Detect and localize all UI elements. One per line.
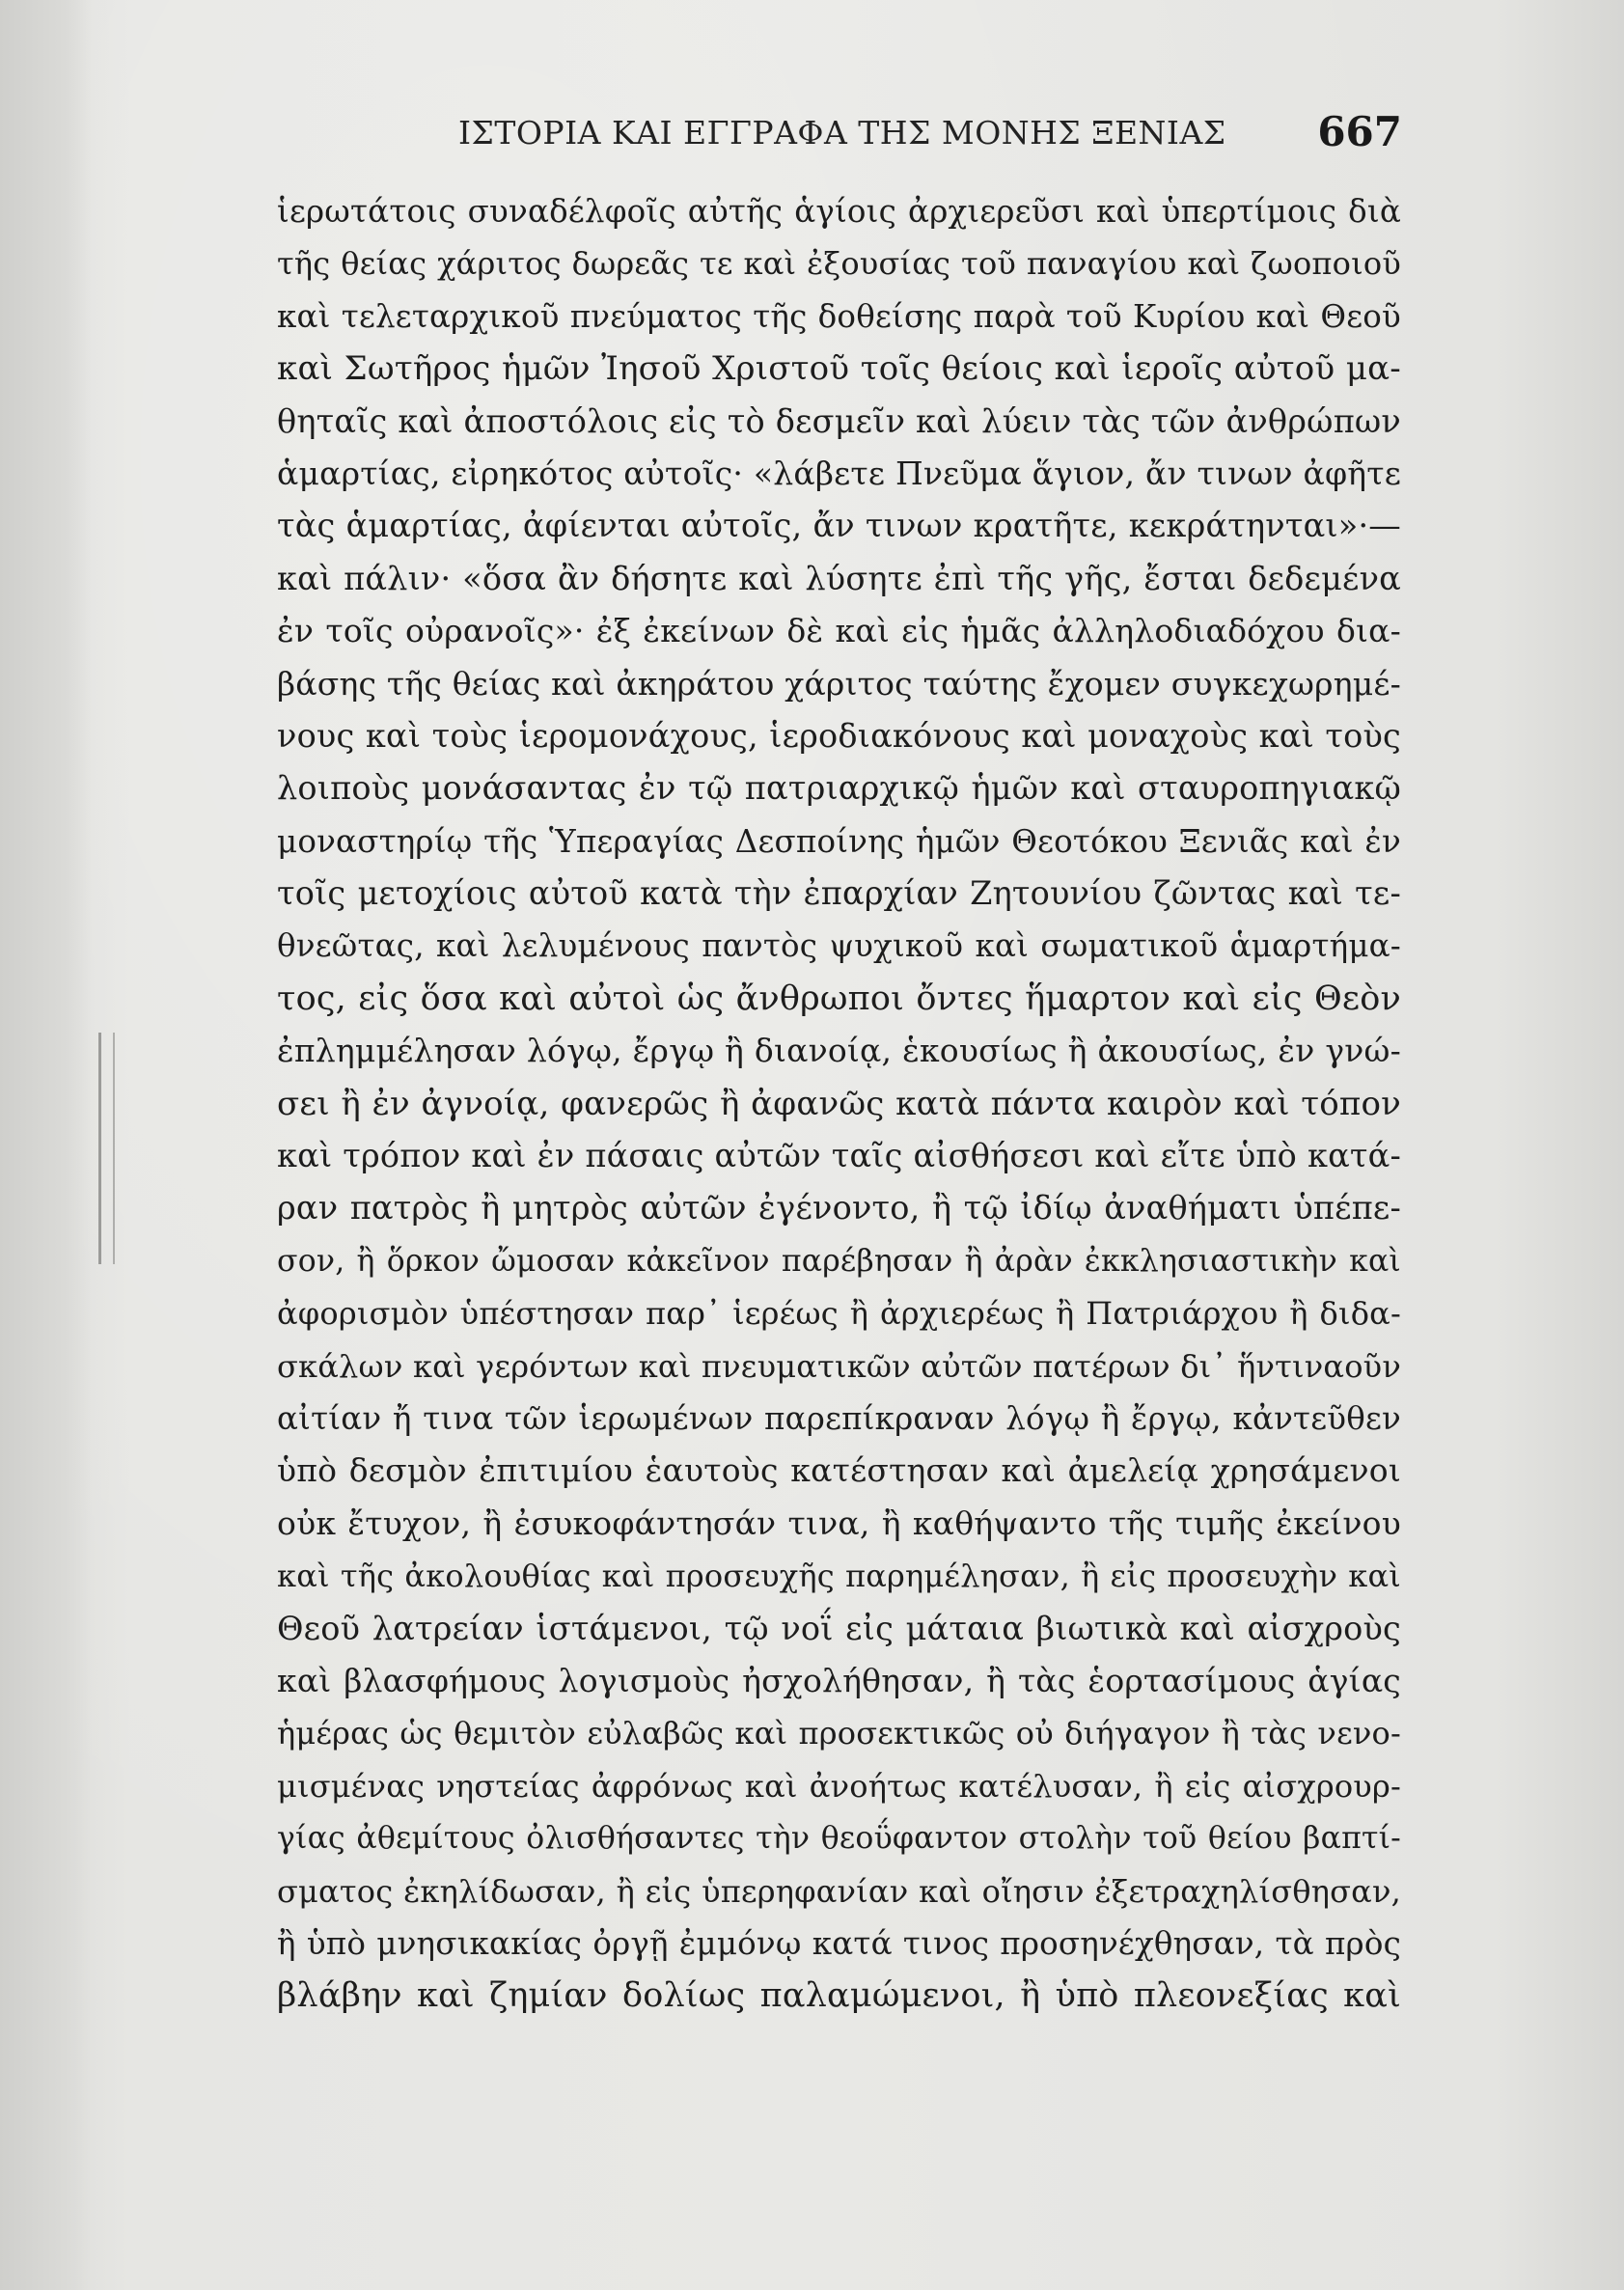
text-line: ὑπὸ δεσμὸν ἐπιτιμίου ἑαυτοὺς κατέστησαν καὶ ἀμελείᾳ χρησάμενοι xyxy=(277,1451,1401,1490)
text-line: σον, ἢ ὅρκον ὤμοσαν κἀκεῖνον παρέβησαν ἢ ἀρὰν ἐκκλησιαστικὴν καὶ xyxy=(277,1243,1401,1279)
running-title: ΙΣΤΟΡΙΑ ΚΑΙ ΕΓΓΡΑΦΑ ΤΗΣ ΜΟΝΗΣ ΞΕΝΙΑΣ xyxy=(458,114,1226,152)
text-line: θνεῶτας, καὶ λελυμένους παντὸς ψυχικοῦ καὶ σωματικοῦ ἁμαρτήμα- xyxy=(277,927,1401,965)
text-line: ἐν τοῖς οὐρανοῖς»· ἐξ ἐκείνων δὲ καὶ εἰς ἡμᾶς ἀλληλοδιαδόχου δια- xyxy=(277,612,1401,650)
text-line: γίας ἀθεμίτους ὀλισθήσαντες τὴν θεοΰφαντον στολὴν τοῦ θείου βαπτί- xyxy=(277,1821,1401,1857)
text-line: λοιποὺς μονάσαντας ἐν τῷ πατριαρχικῷ ἡμῶν καὶ σταυροπηγιακῷ xyxy=(277,769,1401,808)
text-line: ραν πατρὸς ἢ μητρὸς αὐτῶν ἐγένοντο, ἢ τῷ ἰδίῳ ἀναθήματι ὑπέπε- xyxy=(277,1189,1401,1228)
text-line: οὐκ ἔτυχον, ἢ ἐσυκοφάντησάν τινα, ἢ καθήψαντο τῆς τιμῆς ἐκείνου xyxy=(277,1504,1401,1542)
text-line: σκάλων καὶ γερόντων καὶ πνευματικῶν αὐτῶν πατέρων δι᾽ ἥντιναοῦν xyxy=(277,1347,1401,1385)
text-line: ἀφορισμὸν ὑπέστησαν παρ᾽ ἱερέως ἢ ἀρχιερέως ἢ Πατριάρχου ἢ διδα- xyxy=(277,1295,1401,1333)
running-head xyxy=(277,108,1406,166)
text-line: αἰτίαν ἤ τινα τῶν ἱερωμένων παρεπίκραναν λόγῳ ἢ ἔργῳ, κἀντεῦθεν xyxy=(277,1399,1401,1437)
text-line: μισμένας νηστείας ἀφρόνως καὶ ἀνοήτως κατέλυσαν, ἢ εἰς αἰσχρουρ- xyxy=(277,1767,1401,1805)
text-line: καὶ Σωτῆρος ἡμῶν Ἰησοῦ Χριστοῦ τοῖς θείοις καὶ ἱεροῖς αὐτοῦ μα- xyxy=(277,349,1401,389)
text-line: καὶ τρόπον καὶ ἐν πάσαις αὐτῶν ταῖς αἰσθήσεσι καὶ εἴτε ὑπὸ κατά- xyxy=(277,1137,1401,1175)
text-line: θηταῖς καὶ ἀποστόλοις εἰς τὸ δεσμεῖν καὶ λύειν τὰς τῶν ἀνθρώπων xyxy=(277,401,1401,440)
text-line: ἱερωτάτοις συναδέλφοῖς αὐτῆς ἁγίοις ἀρχιερεῦσι καὶ ὑπερτίμοις διὰ xyxy=(277,193,1401,230)
text-line: τοῖς μετοχίοις αὐτοῦ κατὰ τὴν ἐπαρχίαν Ζητουνίου ζῶντας καὶ τε- xyxy=(277,874,1401,913)
binding-mark xyxy=(98,1033,115,1264)
text-line: τὰς ἁμαρτίας, ἀφίενται αὐτοῖς, ἄν τινων κρατῆτε, κεκράτηνται»·— xyxy=(277,507,1401,545)
text-line: ἡμέρας ὡς θεμιτὸν εὐλαβῶς καὶ προσεκτικῶς οὐ διήγαγον ἢ τὰς νενο- xyxy=(277,1715,1401,1752)
text-line: ἢ ὑπὸ μνησικακίας ὀργῇ ἐμμόνῳ κατά τινος προσηνέχθησαν, τὰ πρὸς xyxy=(277,1924,1401,1962)
page-shadow-edge xyxy=(0,0,92,2290)
text-line: σει ἢ ἐν ἀγνοίᾳ, φανερῶς ἢ ἀφανῶς κατὰ πάντα καιρὸν καὶ τόπον xyxy=(277,1084,1401,1123)
text-line: ἁμαρτίας, εἰρηκότος αὐτοῖς· «λάβετε Πνεῦμα ἅγιον, ἄν τινων ἀφῆτε xyxy=(277,454,1401,492)
text-line: καὶ πάλιν· «ὅσα ἂν δήσητε καὶ λύσητε ἐπὶ τῆς γῆς, ἔσται δεδεμένα xyxy=(277,559,1401,597)
text-line: μοναστηρίῳ τῆς Ὑπεραγίας Δεσποίνης ἡμῶν Θεοτόκου Ξενιᾶς καὶ ἐν xyxy=(277,822,1401,860)
text-line: νους καὶ τοὺς ἱερομονάχους, ἱεροδιακόνους καὶ μοναχοὺς καὶ τοὺς xyxy=(277,716,1401,755)
text-line: ἐπλημμέλησαν λόγῳ, ἔργῳ ἢ διανοίᾳ, ἑκουσίως ἢ ἀκουσίως, ἐν γνώ- xyxy=(277,1032,1401,1070)
text-line: καὶ τῆς ἀκολουθίας καὶ προσευχῆς παρημέλησαν, ἢ εἰς προσευχὴν καὶ xyxy=(277,1558,1401,1595)
text-line: σματος ἐκηλίδωσαν, ἢ εἰς ὑπερηφανίαν καὶ οἴησιν ἐξετραχηλίσθησαν, xyxy=(277,1872,1401,1910)
text-line: τῆς θείας χάριτος δωρεᾶς τε καὶ ἐξουσίας τοῦ παναγίου καὶ ζωοποιοῦ xyxy=(277,245,1401,283)
text-line: καὶ τελεταρχικοῦ πνεύματος τῆς δοθείσης παρὰ τοῦ Κυρίου καὶ Θεοῦ xyxy=(277,297,1401,335)
text-line: Θεοῦ λατρείαν ἱστάμενοι, τῷ νοΐ εἰς μάταια βιωτικὰ καὶ αἰσχροὺς xyxy=(277,1609,1401,1647)
body-text xyxy=(277,185,1401,2023)
text-line: καὶ βλασφήμους λογισμοὺς ἠσχολήθησαν, ἢ τὰς ἑορτασίμους ἁγίας xyxy=(277,1661,1401,1699)
page-number: 667 xyxy=(1317,108,1402,155)
text-line: βάσης τῆς θείας καὶ ἀκηράτου χάριτος ταύτης ἔχομεν συγκεχωρημέ- xyxy=(277,664,1401,703)
text-line: βλάβην καὶ ζημίαν δολίως παλαμώμενοι, ἢ ὑπὸ πλεονεξίας καὶ xyxy=(277,1976,1401,2016)
text-line: τος, εἰς ὅσα καὶ αὐτοὶ ὡς ἄνθρωποι ὄντες ἥμαρτον καὶ εἰς Θεὸν xyxy=(277,979,1401,1018)
